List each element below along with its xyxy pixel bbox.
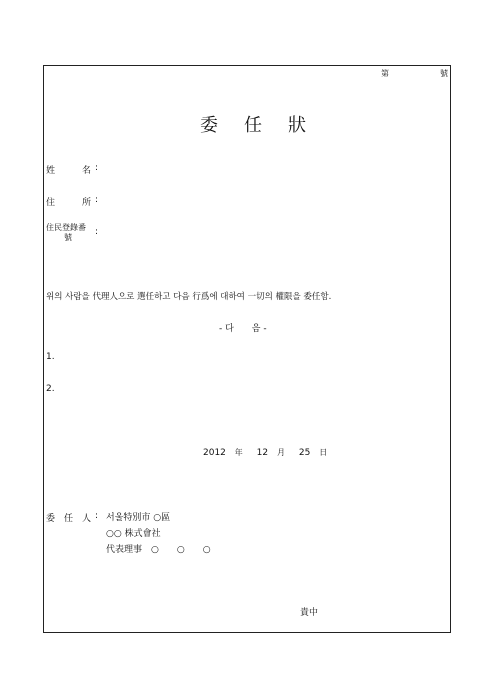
principal-representative: 代表理事 ○ ○ ○ — [106, 545, 211, 555]
list-item-2: 2. — [46, 384, 55, 394]
principal-label-b: 任 — [64, 514, 74, 524]
doc-number-prefix: 第 — [381, 69, 389, 78]
section-heading: - 다 음 - — [219, 324, 267, 334]
principal-address: 서울特別市 ○區 — [106, 513, 171, 523]
address-colon: : — [95, 195, 99, 205]
principal-label-a: 委 — [46, 514, 56, 524]
list-item-1: 1. — [46, 352, 55, 362]
date-day: 25 — [298, 448, 311, 458]
principal-colon: : — [95, 511, 99, 521]
id-label-line1: 住民登錄番 — [46, 223, 86, 232]
date-line — [203, 447, 327, 458]
date-day-unit: 日 — [319, 448, 328, 457]
date-month-unit: 月 — [276, 448, 285, 457]
id-colon: : — [95, 227, 99, 237]
date-year: 2012 — [203, 448, 226, 458]
date-year-unit: 年 — [234, 448, 243, 457]
id-label-line2: 號 — [64, 233, 72, 242]
address-label-b: 所 — [82, 198, 92, 208]
date-month: 12 — [256, 448, 269, 458]
name-label-a: 姓 — [46, 166, 56, 176]
title-char-1: 委 — [200, 115, 218, 136]
document-frame — [43, 65, 451, 633]
title-char-2: 任 — [244, 115, 262, 136]
principal-company: ○○ 株式會社 — [106, 529, 161, 539]
address-label-a: 住 — [46, 198, 56, 208]
recipient-honorific: 貴中 — [300, 608, 319, 618]
name-colon: : — [95, 163, 99, 173]
delegation-statement: 위의 사람을 代理人으로 選任하고 다음 行爲에 대하여 一切의 權限을 委任함. — [46, 292, 332, 302]
doc-number-suffix: 號 — [440, 69, 448, 78]
name-label-b: 名 — [82, 166, 92, 176]
principal-label-c: 人 — [82, 514, 92, 524]
page-title — [187, 111, 319, 137]
title-char-3: 狀 — [288, 115, 306, 136]
